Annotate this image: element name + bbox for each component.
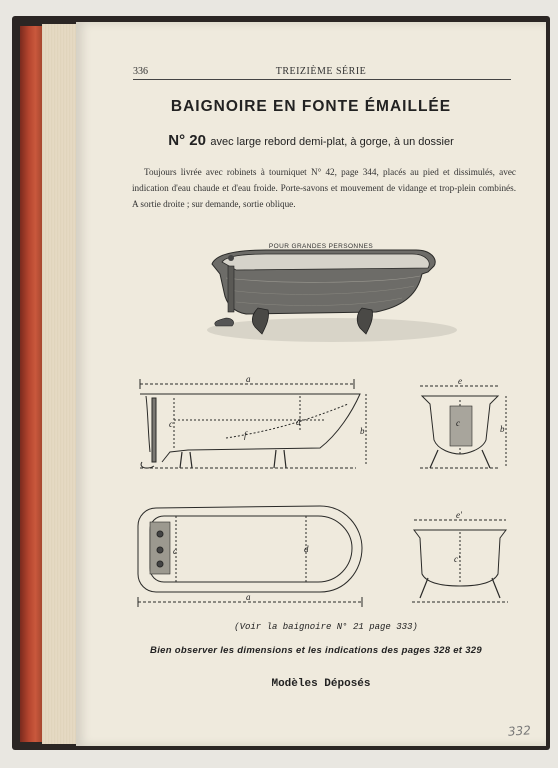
dim-label-c-plan: c [173,546,177,556]
page-number: 336 [133,66,148,77]
handwritten-page-number: 332 [507,723,532,739]
product-description: Toujours livrée avec robinets à tourniquet N° 42, page 344, placés au pied et dissimulés, avec indication d'eau chaude et d'eau froide. Porte-savons et mouvement de vidange et trop-plein combinés. A sortie droite ; sur demande, sortie oblique. [132,167,516,209]
reference-note: (Voir la baignoire N° 21 page 333) [234,622,418,632]
page-edges [42,24,76,744]
dim-label-a-plan: a [246,592,251,602]
dim-label-f-side: f [244,430,247,440]
dim-label-d-plan: d [304,544,309,554]
page-title: BAIGNOIRE EN FONTE ÉMAILLÉE [170,98,452,115]
bathtub-engraving [207,250,457,342]
end-elevation-drawing [420,386,506,468]
model-description: avec large rebord demi-plat, à gorge, à un dossier [210,136,454,148]
dim-label-b-end: b [500,424,505,434]
dim-label-d-side: d [296,417,301,427]
illustration-caption: POUR GRANDES PERSONNES [268,243,374,250]
catalog-page [76,22,546,746]
dim-label-b-side: b [360,426,365,436]
model-number: N° 20 [168,132,206,149]
dim-label-e-end: e [458,376,462,386]
dim-label-c-lower: c' [454,554,460,564]
dim-label-c-end: c [456,418,460,428]
side-elevation-drawing [140,379,366,468]
dim-label-c-side: c [169,419,173,429]
dim-label-e-lower: e' [456,510,462,520]
registered-models-footer: Modèles Déposés [271,678,371,690]
dim-label-a-side: a [246,374,251,384]
series-header: TREIZIÈME SÉRIE [275,66,367,77]
book-edge-red [20,26,42,742]
observe-note: Bien observer les dimensions et les indications des pages 328 et 329 [150,645,482,656]
bathtub-illustrations [76,22,546,622]
lower-end-elevation-drawing [412,520,508,602]
